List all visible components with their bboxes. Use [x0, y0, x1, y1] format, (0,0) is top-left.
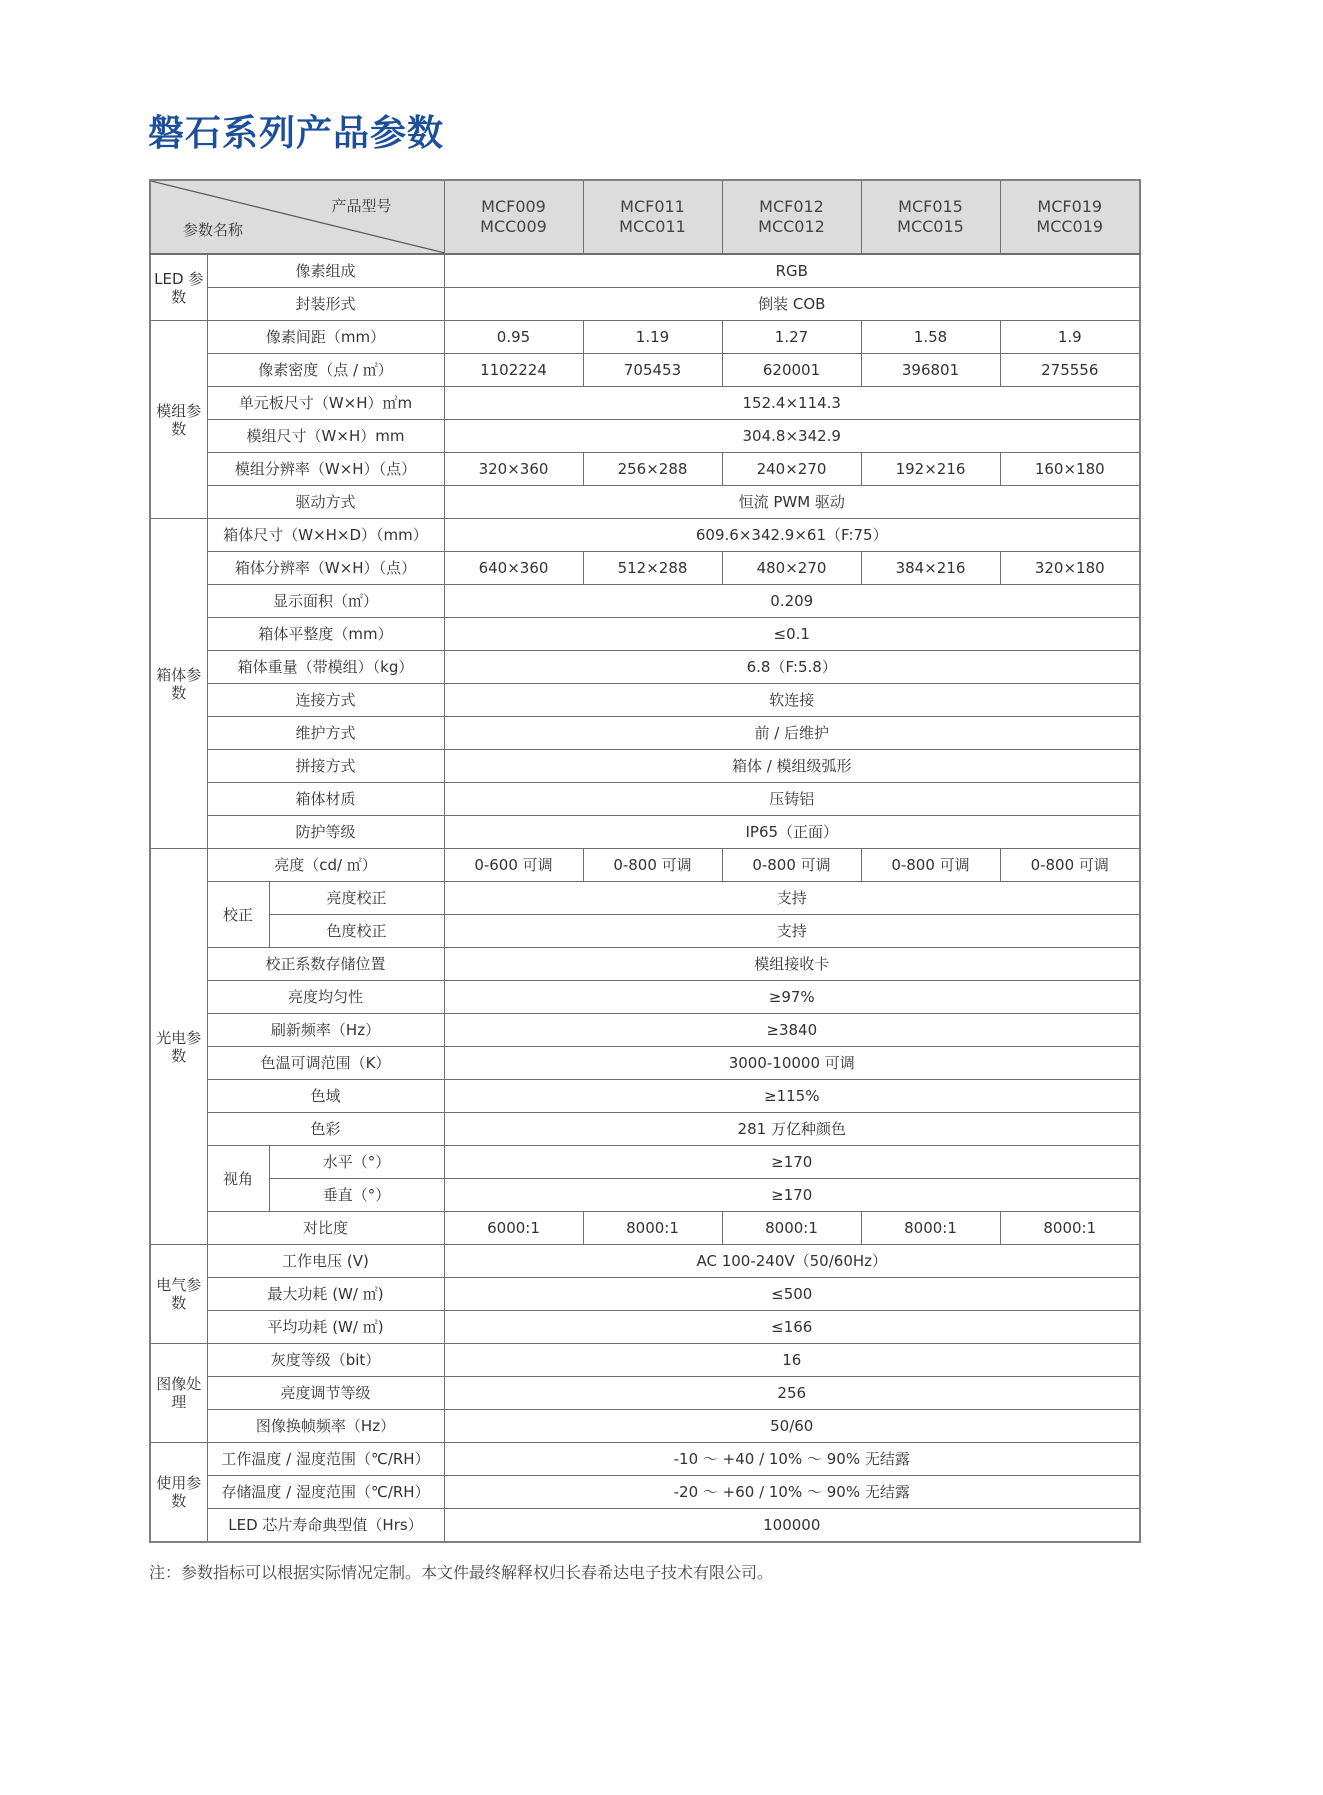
cell-value: 0-800 可调	[583, 849, 722, 882]
row-label: 像素间距（mm）	[207, 321, 444, 354]
cell-value: 1.9	[1000, 321, 1140, 354]
row-label: 驱动方式	[207, 486, 444, 519]
row-label: 箱体分辨率（W×H）（点）	[207, 552, 444, 585]
row-value: ≥97%	[444, 981, 1140, 1014]
row-label: 亮度均匀性	[207, 981, 444, 1014]
table-row	[150, 254, 1140, 288]
category-optical: 光电参数	[150, 849, 207, 1245]
row-value: 箱体 / 模组级弧形	[444, 750, 1140, 783]
table-row	[150, 288, 1140, 321]
row-label: 校正系数存储位置	[207, 948, 444, 981]
table-row	[150, 684, 1140, 717]
row-value: 304.8×342.9	[444, 420, 1140, 453]
row-value: 16	[444, 1344, 1140, 1377]
row-label: 亮度（cd/ ㎡）	[207, 849, 444, 882]
row-value: 前 / 后维护	[444, 717, 1140, 750]
row-label: 连接方式	[207, 684, 444, 717]
cell-value: 240×270	[722, 453, 861, 486]
row-label: 亮度校正	[269, 882, 444, 915]
table-row	[150, 519, 1140, 552]
row-label: 色域	[207, 1080, 444, 1113]
table-row	[150, 1476, 1140, 1509]
table-row	[150, 585, 1140, 618]
model-header-label: 产品型号	[331, 197, 392, 215]
cell-value: 396801	[861, 354, 1000, 387]
row-value: 0.209	[444, 585, 1140, 618]
row-value: -10 ～ +40 / 10% ～ 90% 无结露	[444, 1443, 1140, 1476]
row-value: RGB	[444, 254, 1140, 288]
table-row	[150, 948, 1140, 981]
row-label: 垂直（°）	[269, 1179, 444, 1212]
cell-value: 1.27	[722, 321, 861, 354]
table-row	[150, 981, 1140, 1014]
table-row	[150, 387, 1140, 420]
table-row	[150, 618, 1140, 651]
table-row	[150, 453, 1140, 486]
row-value: 模组接收卡	[444, 948, 1140, 981]
spec-table	[149, 179, 1141, 1543]
table-row	[150, 1443, 1140, 1476]
cell-value: 320×360	[444, 453, 583, 486]
table-row	[150, 1278, 1140, 1311]
row-label: 灰度等级（bit）	[207, 1344, 444, 1377]
model-header: MCF019 MCC019	[1000, 180, 1140, 254]
category-usage: 使用参数	[150, 1443, 207, 1543]
cell-value: 8000:1	[1000, 1212, 1140, 1245]
cell-value: 275556	[1000, 354, 1140, 387]
table-header-row	[150, 180, 1140, 254]
table-row	[150, 1311, 1140, 1344]
row-label: 工作电压 (V)	[207, 1245, 444, 1278]
row-label: 防护等级	[207, 816, 444, 849]
row-label: 亮度调节等级	[207, 1377, 444, 1410]
cell-value: 0-800 可调	[722, 849, 861, 882]
row-value: 倒装 COB	[444, 288, 1140, 321]
row-label: 箱体材质	[207, 783, 444, 816]
row-label: 拼接方式	[207, 750, 444, 783]
table-row	[150, 1146, 1140, 1179]
row-label: 图像换帧频率（Hz）	[207, 1410, 444, 1443]
model-header: MCF015 MCC015	[861, 180, 1000, 254]
row-label: 模组分辨率（W×H）（点）	[207, 453, 444, 486]
row-value: 281 万亿种颜色	[444, 1113, 1140, 1146]
row-label: 水平（°）	[269, 1146, 444, 1179]
cell-value: 640×360	[444, 552, 583, 585]
table-row	[150, 1509, 1140, 1543]
table-row	[150, 1410, 1140, 1443]
row-value: ≥170	[444, 1179, 1140, 1212]
table-row	[150, 321, 1140, 354]
row-label: 箱体重量（带模组）（kg）	[207, 651, 444, 684]
page-title: 磐石系列产品参数	[148, 113, 445, 154]
table-row	[150, 552, 1140, 585]
row-value: 50/60	[444, 1410, 1140, 1443]
cell-value: 8000:1	[583, 1212, 722, 1245]
row-label: 封装形式	[207, 288, 444, 321]
cell-value: 1.19	[583, 321, 722, 354]
table-row	[150, 849, 1140, 882]
table-row	[150, 354, 1140, 387]
category-cabinet: 箱体参数	[150, 519, 207, 849]
row-label: 色度校正	[269, 915, 444, 948]
diagonal-line	[151, 181, 444, 253]
row-label: 对比度	[207, 1212, 444, 1245]
model-header: MCF011 MCC011	[583, 180, 722, 254]
cell-value: 6000:1	[444, 1212, 583, 1245]
table-row	[150, 882, 1140, 915]
cell-value: 8000:1	[722, 1212, 861, 1245]
row-label: 刷新频率（Hz）	[207, 1014, 444, 1047]
model-header: MCF012 MCC012	[722, 180, 861, 254]
row-value: 支持	[444, 915, 1140, 948]
param-header-label: 参数名称	[183, 221, 244, 239]
row-label: 色彩	[207, 1113, 444, 1146]
table-row	[150, 1179, 1140, 1212]
cell-value: 705453	[583, 354, 722, 387]
table-row	[150, 915, 1140, 948]
table-row	[150, 651, 1140, 684]
cell-value: 620001	[722, 354, 861, 387]
subgroup-calibration: 校正	[207, 882, 269, 948]
row-label: 箱体平整度（mm）	[207, 618, 444, 651]
table-row	[150, 1245, 1140, 1278]
row-value: 压铸铝	[444, 783, 1140, 816]
cell-value: 384×216	[861, 552, 1000, 585]
table-row	[150, 717, 1140, 750]
row-value: ≥170	[444, 1146, 1140, 1179]
cell-value: 1102224	[444, 354, 583, 387]
category-module: 模组参数	[150, 321, 207, 519]
row-value: ≥3840	[444, 1014, 1140, 1047]
row-label: 色温可调范围（K）	[207, 1047, 444, 1080]
table-row	[150, 1080, 1140, 1113]
category-led: LED 参数	[150, 254, 207, 321]
footnote: 注：参数指标可以根据实际情况定制。本文件最终解释权归长春希达电子技术有限公司。	[149, 1563, 774, 1582]
table-row	[150, 1377, 1140, 1410]
row-label: 像素密度（点 / ㎡）	[207, 354, 444, 387]
table-row	[150, 750, 1140, 783]
cell-value: 0-600 可调	[444, 849, 583, 882]
row-value: 609.6×342.9×61（F:75）	[444, 519, 1140, 552]
row-value: 152.4×114.3	[444, 387, 1140, 420]
cell-value: 480×270	[722, 552, 861, 585]
cell-value: 1.58	[861, 321, 1000, 354]
row-label: 箱体尺寸（W×H×D）（mm）	[207, 519, 444, 552]
row-label: 工作温度 / 湿度范围（℃/RH）	[207, 1443, 444, 1476]
table-row	[150, 420, 1140, 453]
cell-value: 0-800 可调	[1000, 849, 1140, 882]
table-row	[150, 1344, 1140, 1377]
row-label: 平均功耗 (W/ ㎡)	[207, 1311, 444, 1344]
row-value: 3000-10000 可调	[444, 1047, 1140, 1080]
table-row	[150, 783, 1140, 816]
row-label: 单元板尺寸（W×H）㎡m	[207, 387, 444, 420]
row-value: 256	[444, 1377, 1140, 1410]
row-value: 支持	[444, 882, 1140, 915]
table-row	[150, 1014, 1140, 1047]
table-row	[150, 1047, 1140, 1080]
category-electrical: 电气参数	[150, 1245, 207, 1344]
row-label: 最大功耗 (W/ ㎡)	[207, 1278, 444, 1311]
table-row	[150, 1113, 1140, 1146]
row-value: 100000	[444, 1509, 1140, 1543]
row-label: 像素组成	[207, 254, 444, 288]
cell-value: 256×288	[583, 453, 722, 486]
table-row	[150, 486, 1140, 519]
row-label: 存储温度 / 湿度范围（℃/RH）	[207, 1476, 444, 1509]
subgroup-viewing-angle: 视角	[207, 1146, 269, 1212]
diagonal-header-cell	[150, 180, 444, 254]
row-label: 模组尺寸（W×H）mm	[207, 420, 444, 453]
model-header: MCF009 MCC009	[444, 180, 583, 254]
row-value: 软连接	[444, 684, 1140, 717]
cell-value: 192×216	[861, 453, 1000, 486]
table-row	[150, 816, 1140, 849]
row-label: 显示面积（㎡）	[207, 585, 444, 618]
row-value: ≤166	[444, 1311, 1140, 1344]
category-image: 图像处理	[150, 1344, 207, 1443]
row-value: 6.8（F:5.8）	[444, 651, 1140, 684]
cell-value: 0-800 可调	[861, 849, 1000, 882]
row-value: ≤500	[444, 1278, 1140, 1311]
row-value: ≥115%	[444, 1080, 1140, 1113]
row-label: LED 芯片寿命典型值（Hrs）	[207, 1509, 444, 1543]
row-value: AC 100-240V（50/60Hz）	[444, 1245, 1140, 1278]
cell-value: 160×180	[1000, 453, 1140, 486]
row-label: 维护方式	[207, 717, 444, 750]
cell-value: 320×180	[1000, 552, 1140, 585]
row-value: IP65（正面）	[444, 816, 1140, 849]
row-value: 恒流 PWM 驱动	[444, 486, 1140, 519]
cell-value: 0.95	[444, 321, 583, 354]
row-value: -20 ～ +60 / 10% ～ 90% 无结露	[444, 1476, 1140, 1509]
cell-value: 8000:1	[861, 1212, 1000, 1245]
row-value: ≤0.1	[444, 618, 1140, 651]
cell-value: 512×288	[583, 552, 722, 585]
table-row	[150, 1212, 1140, 1245]
